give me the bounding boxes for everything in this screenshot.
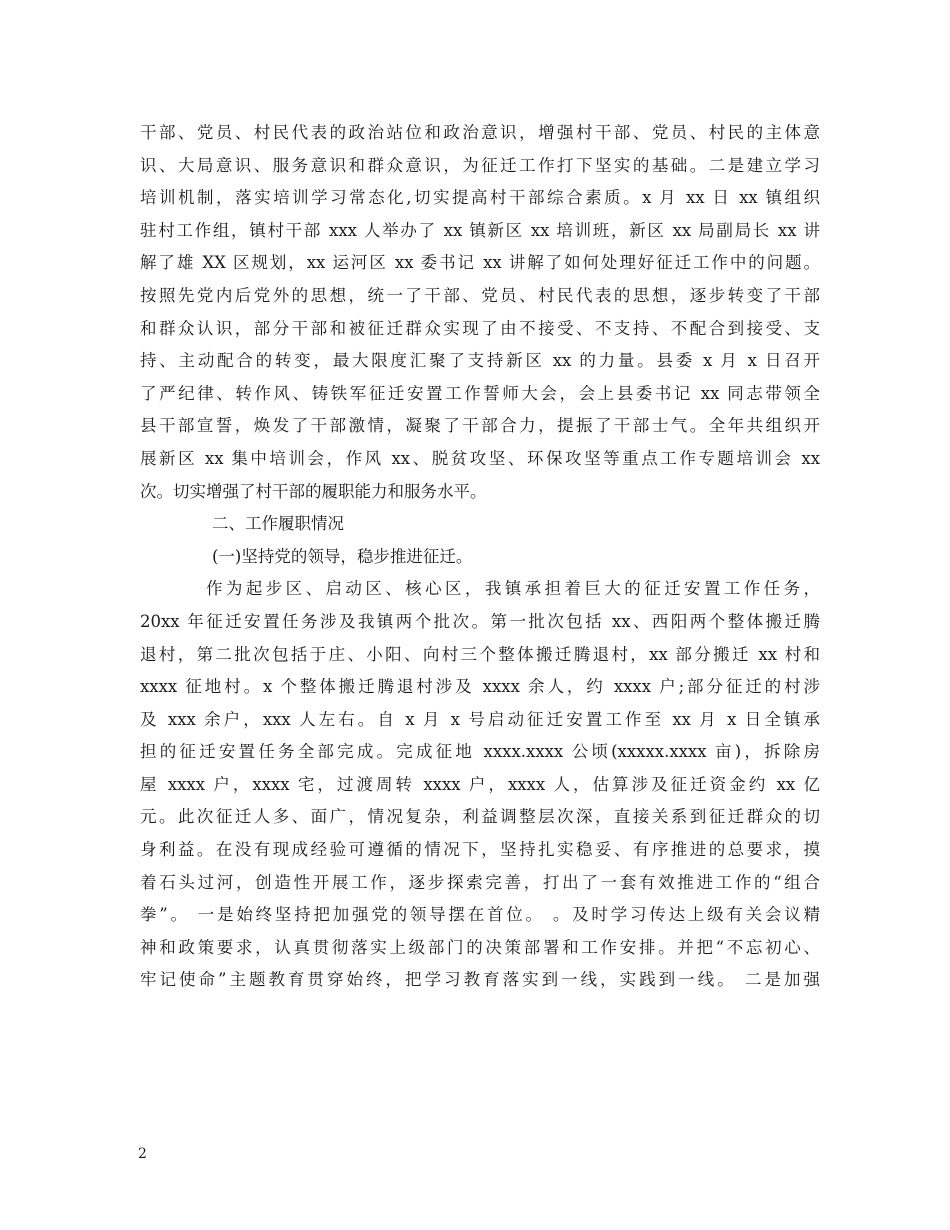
text-line: 识、大局意识、服务意识和群众意识，为征迁工作打下坚实的基础。二是建立学习 bbox=[140, 155, 820, 175]
text-line: 担的征迁安置任务全部完成。完成征地 xxxx.xxxx 公顷(xxxxx.xxxx 亩)，拆除房 bbox=[140, 742, 820, 762]
text-line: 元。此次征迁人多、面广，情况复杂，利益调整层次深，直接关系到征迁群众的切 bbox=[140, 807, 820, 827]
text-line: 退村，第二批次包括于庄、小阳、向村三个整体搬迁腾退村，xx 部分搬迁 xx 村和 bbox=[140, 644, 820, 664]
page-number: 2 bbox=[138, 1146, 147, 1162]
text-line: 及 xxx 余户，xxx 人左右。自 x 月 x 号启动征迁安置工作至 xx 月 x 日全镇承 bbox=[140, 709, 820, 729]
text-line: 次。切实增强了村干部的履职能力和服务水平。 bbox=[140, 481, 487, 501]
text-line: 牢记使命”主题教育贯穿始终，把学习教育落实到一线，实践到一线。 二是加强 bbox=[140, 970, 820, 990]
text-line: 持、主动配合的转变，最大限度汇聚了支持新区 xx 的力量。县委 x 月 x 日召开 bbox=[140, 351, 820, 371]
text-line: 屋 xxxx 户，xxxx 宅，过渡周转 xxxx 户，xxxx 人，估算涉及征迁资金约 xx 亿 bbox=[140, 774, 820, 794]
text-line: 拳”。 一是始终坚持把加强党的领导摆在首位。 。及时学习传达上级有关会议精 bbox=[140, 905, 820, 925]
text-line: 按照先党内后党外的思想，统一了干部、党员、村民代表的思想，逐步转变了干部 bbox=[140, 285, 820, 305]
text-line: 干部、党员、村民代表的政治站位和政治意识，增强村干部、党员、村民的主体意 bbox=[140, 123, 820, 142]
body-text bbox=[140, 117, 820, 997]
text-line: 二、工作履职情况 bbox=[212, 514, 344, 534]
text-line: 着石头过河，创造性开展工作，逐步探索完善，打出了一套有效推进工作的“组合 bbox=[140, 872, 820, 892]
text-line: 解了雄 XX 区规划，xx 运河区 xx 委书记 xx 讲解了如何处理好征迁工作中的问题。 bbox=[140, 253, 820, 273]
text-line: 展新区 xx 集中培训会，作风 xx、脱贫攻坚、环保攻坚等重点工作专题培训会 xx bbox=[140, 448, 820, 468]
text-line: 身利益。在没有现成经验可遵循的情况下，坚持扎实稳妥、有序推进的总要求，摸 bbox=[140, 840, 820, 860]
text-line: 县干部宣誓，焕发了干部激情，凝聚了干部合力，提振了干部士气。全年共组织开 bbox=[140, 416, 820, 436]
text-line: (一)坚持党的领导，稳步推进征迁。 bbox=[212, 546, 473, 566]
text-line: 神和政策要求，认真贯彻落实上级部门的决策部署和工作安排。并把“不忘初心、 bbox=[140, 937, 820, 957]
text-line: 培训机制，落实培训学习常态化,切实提高村干部综合素质。x 月 xx 日 xx 镇组织 bbox=[140, 188, 820, 208]
text-line: xxxx 征地村。x 个整体搬迁腾退村涉及 xxxx 余人，约 xxxx 户;部分征迁的村涉 bbox=[140, 677, 820, 697]
text-line: 和群众认识，部分干部和被征迁群众实现了由不接受、不支持、不配合到接受、支 bbox=[140, 318, 820, 338]
text-line: 作为起步区、启动区、核心区，我镇承担着巨大的征迁安置工作任务， bbox=[206, 579, 820, 599]
text-line: 驻村工作组，镇村干部 xxx 人举办了 xx 镇新区 xx 培训班，新区 xx 局副局长 xx 讲 bbox=[140, 220, 820, 240]
text-line: 20xx 年征迁安置任务涉及我镇两个批次。第一批次包括 xx、西阳两个整体搬迁腾 bbox=[140, 611, 820, 631]
text-line: 了严纪律、转作风、铸铁军征迁安置工作誓师大会，会上县委书记 xx 同志带领全 bbox=[140, 383, 820, 403]
